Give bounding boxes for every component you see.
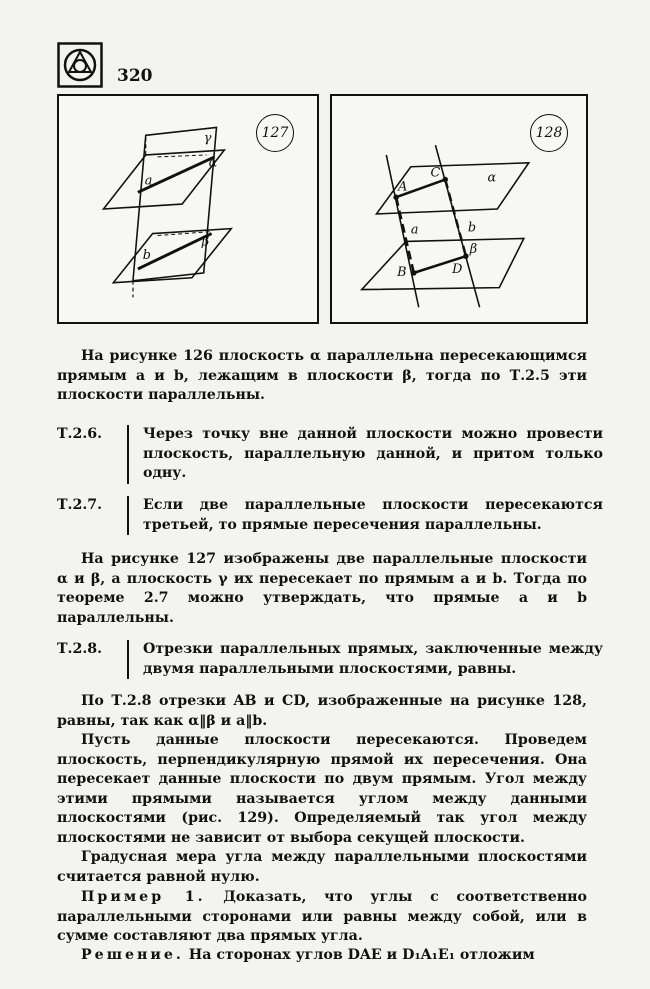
- solution-label: Решение.: [81, 947, 184, 963]
- example-label: Пример 1.: [81, 889, 206, 905]
- book-logo-icon: [57, 42, 103, 88]
- figure-number-127: 127: [256, 114, 294, 152]
- paragraph-3: По Т.2.8 отрезки AB и CD, изображенные на рисунке 128, равны, так как α‖β и a‖b.: [57, 693, 587, 729]
- label-beta: β: [469, 242, 478, 258]
- label-beta: β: [201, 234, 210, 250]
- paragraph-1: На рисунке 126 плоскость α параллельна пересекающимся прямым a и b, лежащим в плоскости β, тогда по Т.2.5 эти плоскости параллельны.: [57, 348, 587, 403]
- label-a: a: [144, 173, 153, 189]
- label-B: B: [397, 264, 407, 280]
- paragraph-5: Градусная мера угла между параллельными плоскостями считается равной нулю.: [57, 849, 587, 885]
- label-gamma: γ: [203, 131, 212, 147]
- label-b: b: [142, 248, 151, 264]
- theorem-text: Если две параллельные плоскости пересекаются третьей, то прямые пересечения параллельны.: [127, 496, 603, 535]
- label-alpha: α: [208, 155, 218, 171]
- label-b: b: [467, 220, 477, 236]
- theorem-text: Отрезки параллельных прямых, заключенные между двумя параллельными плоскостями, равны.: [127, 640, 603, 679]
- example-1: [57, 888, 587, 947]
- theorem-label: Т.2.7.: [57, 497, 103, 513]
- label-A: A: [398, 179, 408, 195]
- theorem-label: Т.2.8.: [57, 641, 103, 657]
- label-D: D: [452, 261, 463, 277]
- paragraph-4: Пусть данные плоскости пересекаются. Проведем плоскость, перпендикулярную прямой их пересечения. Она пересекает данные плоскости по двум прямым. Угол между этими прямыми называется углом между данными плоскостями (рис. 129). Определяемый так угол между плоскостями не зависит от выбора секущей плоскости.: [57, 732, 587, 846]
- page-number: 320: [117, 66, 153, 86]
- figure-number-128: 128: [530, 114, 568, 152]
- label-alpha: α: [487, 170, 497, 186]
- plane-beta: [113, 229, 231, 283]
- paragraph-2: На рисунке 127 изображены две параллельные плоскости α и β, а плоскость γ их пересекает по прямым a и b. Тогда по теореме 2.7 можно утверждать, что прямые a и b параллельны.: [57, 551, 587, 626]
- figure-127: [57, 94, 319, 324]
- example-text: Доказать, что углы с соответственно параллельными сторонами или равны между собой, или в сумме составляют два прямых угла.: [57, 889, 587, 944]
- figure-128: [330, 94, 588, 324]
- solution-text: На сторонах углов DAE и D₁A₁E₁ отложим: [183, 947, 535, 963]
- solution: [57, 946, 587, 966]
- label-C: C: [430, 165, 441, 181]
- theorem-label: Т.2.6.: [57, 426, 103, 442]
- label-a: a: [410, 222, 419, 238]
- theorem-text: Через точку вне данной плоскости можно провести плоскость, параллельную данной, и притом только одну.: [127, 425, 603, 484]
